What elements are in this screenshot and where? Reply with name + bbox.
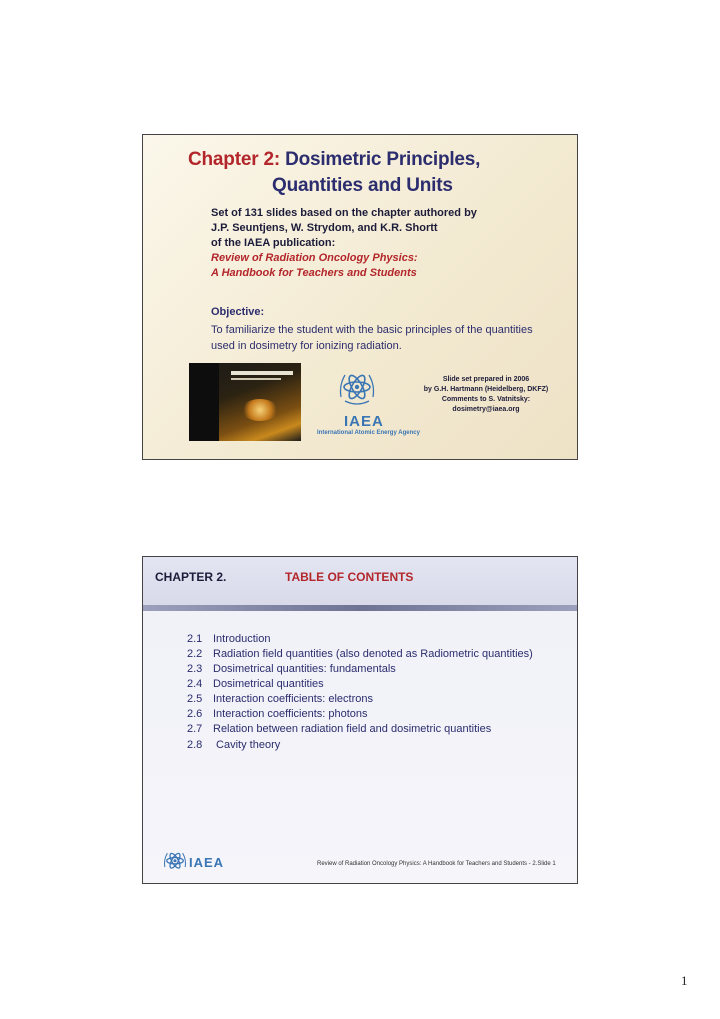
info-line: Set of 131 slides based on the chapter authored by: [211, 207, 477, 219]
contents-slide: [142, 556, 578, 884]
toc-item: 2.1 Introduction: [187, 633, 271, 645]
objective-label: Objective:: [211, 306, 265, 318]
title-slide: [142, 134, 578, 460]
toc-item: 2.4 Dosimetrical quantities: [187, 678, 324, 690]
objective-text: used in dosimetry for ionizing radiation.: [211, 340, 402, 352]
info-line: of the IAEA publication:: [211, 237, 336, 249]
credit-line: Comments to S. Vatnitsky:: [441, 396, 531, 403]
publication-title-line: A Handbook for Teachers and Students: [211, 267, 417, 279]
credit-email: dosimetry@iaea.org: [452, 406, 520, 413]
iaea-atom-logo-icon: [335, 367, 379, 411]
title-text: Dosimetric Principles,: [285, 149, 481, 170]
slide-title-line-1: [188, 149, 480, 171]
chapter-label: Chapter 2:: [188, 149, 280, 170]
info-line: J.P. Seuntjens, W. Strydom, and K.R. Shortt: [211, 222, 438, 234]
toc-item: 2.8 Cavity theory: [187, 739, 281, 751]
slide-header: [143, 557, 577, 605]
page-number: 1: [681, 973, 688, 988]
toc-item: 2.7 Relation between radiation field and dosimetric quantities: [187, 723, 492, 735]
toc-item: 2.6 Interaction coefficients: photons: [187, 708, 368, 720]
toc-item: 2.5 Interaction coefficients: electrons: [187, 693, 373, 705]
credit-line: Slide set prepared in 2006: [442, 376, 530, 383]
toc-item: 2.2 Radiation field quantities (also denoted as Radiometric quantities): [187, 648, 533, 660]
objective-text: To familiarize the student with the basic principles of the quantities: [211, 324, 533, 336]
slide-footer: Review of Radiation Oncology Physics: A Handbook for Teachers and Students - 2.Slide 1: [317, 861, 556, 867]
chapter-heading: CHAPTER 2.: [155, 570, 227, 584]
iaea-atom-logo-icon: [161, 848, 189, 876]
iaea-logo-text: IAEA: [344, 413, 384, 430]
toc-item: 2.3 Dosimetrical quantities: fundamentals: [187, 663, 396, 675]
book-cover-image: [189, 363, 301, 441]
iaea-logo-text: IAEA: [189, 855, 225, 870]
publication-title-line: Review of Radiation Oncology Physics:: [211, 252, 418, 264]
slide-title-line-2: Quantities and Units: [272, 175, 453, 196]
toc-heading: TABLE OF CONTENTS: [285, 570, 414, 584]
credit-line: by G.H. Hartmann (Heidelberg, DKFZ): [423, 386, 549, 393]
header-divider: [143, 605, 577, 611]
iaea-full-name: International Atomic Energy Agency: [317, 430, 420, 436]
